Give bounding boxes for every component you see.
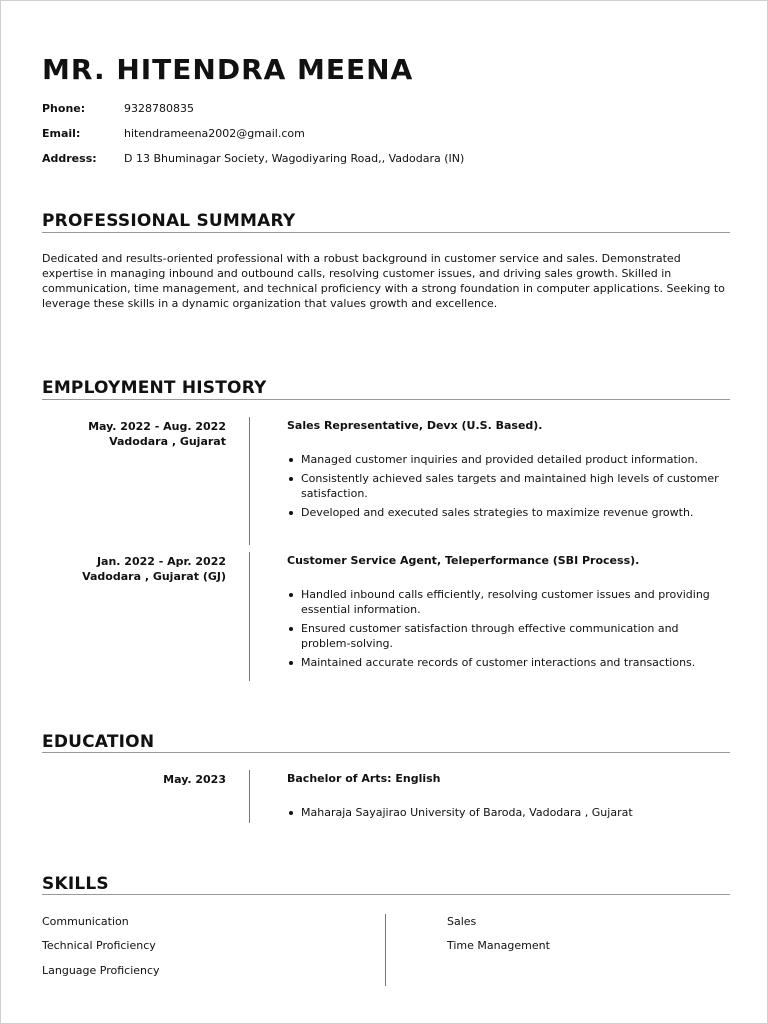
- list-item: Ensured customer satisfaction through effective communication and problem-solving.: [287, 621, 729, 651]
- skill-item: Technical Proficiency: [42, 939, 156, 952]
- job-1-dates: [88, 419, 226, 449]
- address-value: D 13 Bhuminagar Society, Wagodiyaring Road,, Vadodara (IN): [124, 152, 465, 165]
- skill-item: Communication: [42, 915, 129, 928]
- job-1-bullets: [287, 452, 729, 524]
- skills-divider: [42, 894, 730, 895]
- skills-heading: SKILLS: [42, 874, 109, 894]
- employment-divider: [42, 399, 730, 400]
- job-2-title: Customer Service Agent, Teleperformance (SBI Process).: [287, 554, 640, 567]
- job-1-title: Sales Representative, Devx (U.S. Based).: [287, 419, 543, 432]
- list-item: Developed and executed sales strategies to maximize revenue growth.: [287, 505, 729, 520]
- skill-item: Language Proficiency: [42, 964, 160, 977]
- job-2-location: Vadodara , Gujarat (GJ): [82, 570, 226, 583]
- education-bullets: [287, 805, 729, 824]
- email-label: Email:: [42, 127, 81, 140]
- job-2-bullets: [287, 587, 729, 674]
- degree-title: Bachelor of Arts: English: [287, 772, 441, 785]
- education-divider: [42, 752, 730, 753]
- education-date: [163, 772, 226, 787]
- summary-heading: PROFESSIONAL SUMMARY: [42, 211, 296, 231]
- job-1-location: Vadodara , Gujarat: [109, 435, 226, 448]
- job-2-dates: [82, 554, 226, 584]
- address-label: Address:: [42, 152, 97, 165]
- job-2-timeline-line: [249, 552, 250, 681]
- education-heading: EDUCATION: [42, 732, 155, 752]
- summary-divider: [42, 232, 730, 233]
- job-1-timeline-line: [249, 417, 250, 545]
- skill-item: Sales: [447, 915, 477, 928]
- skills-column-divider: [385, 914, 386, 986]
- list-item: Consistently achieved sales targets and maintained high levels of customer satisfaction.: [287, 471, 729, 501]
- job-2-period: Jan. 2022 - Apr. 2022: [96, 555, 226, 568]
- list-item: Managed customer inquiries and provided detailed product information.: [287, 452, 729, 467]
- skill-item: Time Management: [447, 939, 550, 952]
- list-item: Maintained accurate records of customer interactions and transactions.: [287, 655, 729, 670]
- job-1-period: May. 2022 - Aug. 2022: [88, 420, 226, 433]
- summary-text: Dedicated and results-oriented professional with a robust background in customer service and sales. Demonstrated expertise in managing inbound and outbound calls, resolving customer issues, and driving sales growth. Skilled in communication, time management, and technical proficiency with a strong foundation in computer applications. Seeking to leverage these skills in a dynamic organization that values growth and excellence.: [42, 252, 725, 310]
- education-period: May. 2023: [163, 773, 226, 786]
- phone-value: 9328780835: [124, 102, 194, 115]
- education-timeline-line: [249, 770, 250, 823]
- list-item: Handled inbound calls efficiently, resolving customer issues and providing essential information.: [287, 587, 729, 617]
- employment-heading: EMPLOYMENT HISTORY: [42, 378, 267, 398]
- list-item: Maharaja Sayajirao University of Baroda, Vadodara , Gujarat: [287, 805, 729, 820]
- email-value: hitendrameena2002@gmail.com: [124, 127, 305, 140]
- phone-label: Phone:: [42, 102, 86, 115]
- candidate-name: MR. HITENDRA MEENA: [42, 53, 414, 86]
